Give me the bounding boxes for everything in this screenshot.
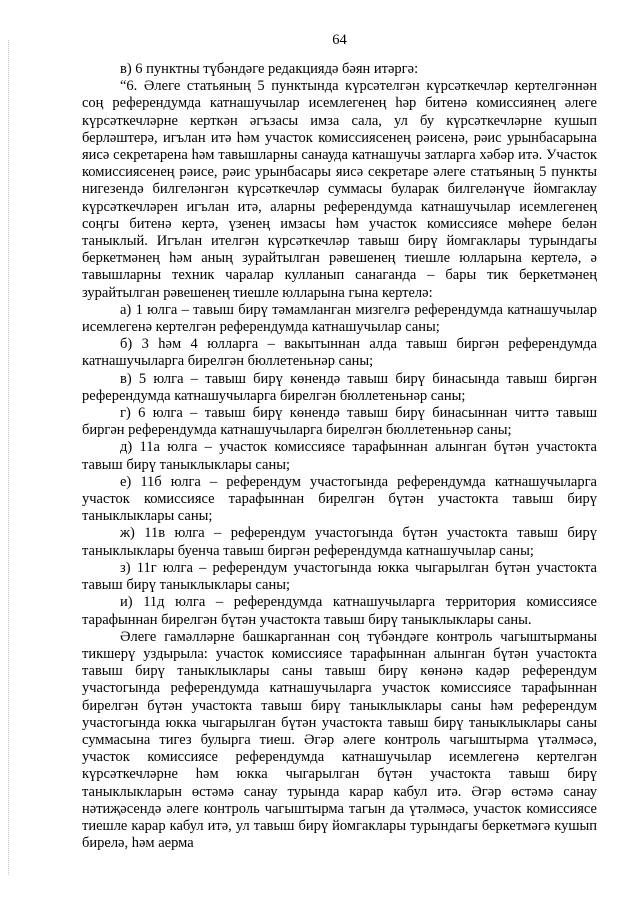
amendment-heading: в) 6 пунктны түбәндәге редакциядә бәян итәргә: <box>120 61 419 77</box>
list-item-zh: ж) 11в юлга – референдум участогында бүтән участокта тавыш бирү таныклыклары буенча тавыш биргән референдумда катнашучылар саны; <box>82 525 597 559</box>
list-item-d: д) 11а юлга – участок комиссиясе тарафыннан алынган бүтән участокта тавыш бирү таныклыклары саны; <box>82 439 597 473</box>
paragraph-clause-6: “6. Әлеге статьяның 5 пунктында күрсәтелгән күрсәткечләр кертелгәннән соң референдумда катнашучылар исемлегенең һәр битенә комиссиянең әлеге күрсәткечләрне керткән әгъзасы имза сала, ул бу күрсәткечләрне кушып берләштерә, игълан итә һәм участок комиссиясенең рәисенә, рәис урынбасарына яисә секретарена һәм тавышларны санауда катнашучы затларга хәбәр итә. Участок комиссиясенең рәисе, рәис урынбасары яисә секретаре әлеге статьяның 5 пункты нигезендә билгеләнгән күрсәткечләр суммасы буларак билгеләнүче йомгаклау күрсәткечләрен игълан итә, аларны референдумда катнашучылар исемлегенең соңгы битенә кертә, үзенең имзасы һәм участок комиссиясе мөһере белән таныклый. Игълан ителгән күрсәткечләр тавыш бирү йомгаклары турындагы беркетмәнең һәм аның зурайтылган рәвешенең тиешле юлларына кертелә, ә тавышларны техник чаралар кулланып санаганда – бары тик беркетмәнең зурайтылган рәвешенең тиешле юлларына гына кертелә: <box>82 78 597 301</box>
scan-margin-line <box>8 40 9 875</box>
list-item-b: б) 3 һәм 4 юлларга – вакытыннан алда тавыш биргән референдумда катнашучыларга бирелгән бюллетеньнәр саны; <box>82 336 597 370</box>
list-item-v: в) 5 юлга – тавыш бирү көнендә тавыш бирү бинасында тавыш биргән референдумда катнашучыларга бирелгән бюллетеньнәр саны; <box>82 370 597 404</box>
list-item-g: г) 6 юлга – тавыш бирү көнендә тавыш бирү бинасыннан читтә тавыш биргән референдумда катнашучыларга бирелгән бюллетеньнәр саны; <box>82 405 597 439</box>
list-item-i: и) 11д юлга – референдумда катнашучыларга территория комиссиясе тарафыннан бирелгән бүтән участокта тавыш бирү таныклыклары саны. <box>82 594 597 628</box>
document-body <box>82 61 597 852</box>
list-item-z: з) 11г юлга – референдум участогында юкка чыгарылган бүтән участокта тавыш бирү таныклыклары саны; <box>82 559 597 594</box>
paragraph-control-check: Әлеге гамәлләрне башкарганнан соң түбәндәге контроль чагыштырманы тикшерү уздырыла: участок комиссиясе тарафыннан алынган бүтән участокта тавыш бирү таныклыклары саны тавыш бирү көнәнә кадәр референдум участогында референдумда катнашучыларга участок комиссиясе тарафыннан бирелгән бүтән участокта тавыш бирү таныклыклары саны һәм референдум участогында юкка чыгарылган бүтән участокта тавыш бирү таныклыклары саны суммасына тигез булырга тиеш. Әгәр әлеге контроль чагыштырма үтәлмәсә, участок комиссиясе референдумда катнашучылар исемлегенә кертелгән күрсәткечләрне һәм юкка чыгарылган бүтән участокта тавыш бирү таныклыкларын өстәмә санау турында карар кабул итә. Әгәр өстәмә санау нәтиҗәсендә әлеге контроль чагыштырма тагын да үтәлмәсә, участок комиссиясе тиешле карар кабул итә, ул тавыш бирү йомгаклары турындагы беркетмәгә кушып бирелә, һәм аерма <box>82 628 597 852</box>
page-number: 64 <box>332 32 347 48</box>
list-item-a: а) 1 юлга – тавыш бирү тәмамланган мизгелгә референдумда катнашучылар исемлегенә кертелгән референдумда катнашучылар саны; <box>82 301 597 336</box>
list-item-e: е) 11б юлга – референдум участогында референдумда катнашучыларга участок комиссиясе тарафыннан бирелгән бүтән участокта тавыш бирү таныклыклары саны; <box>82 473 597 525</box>
